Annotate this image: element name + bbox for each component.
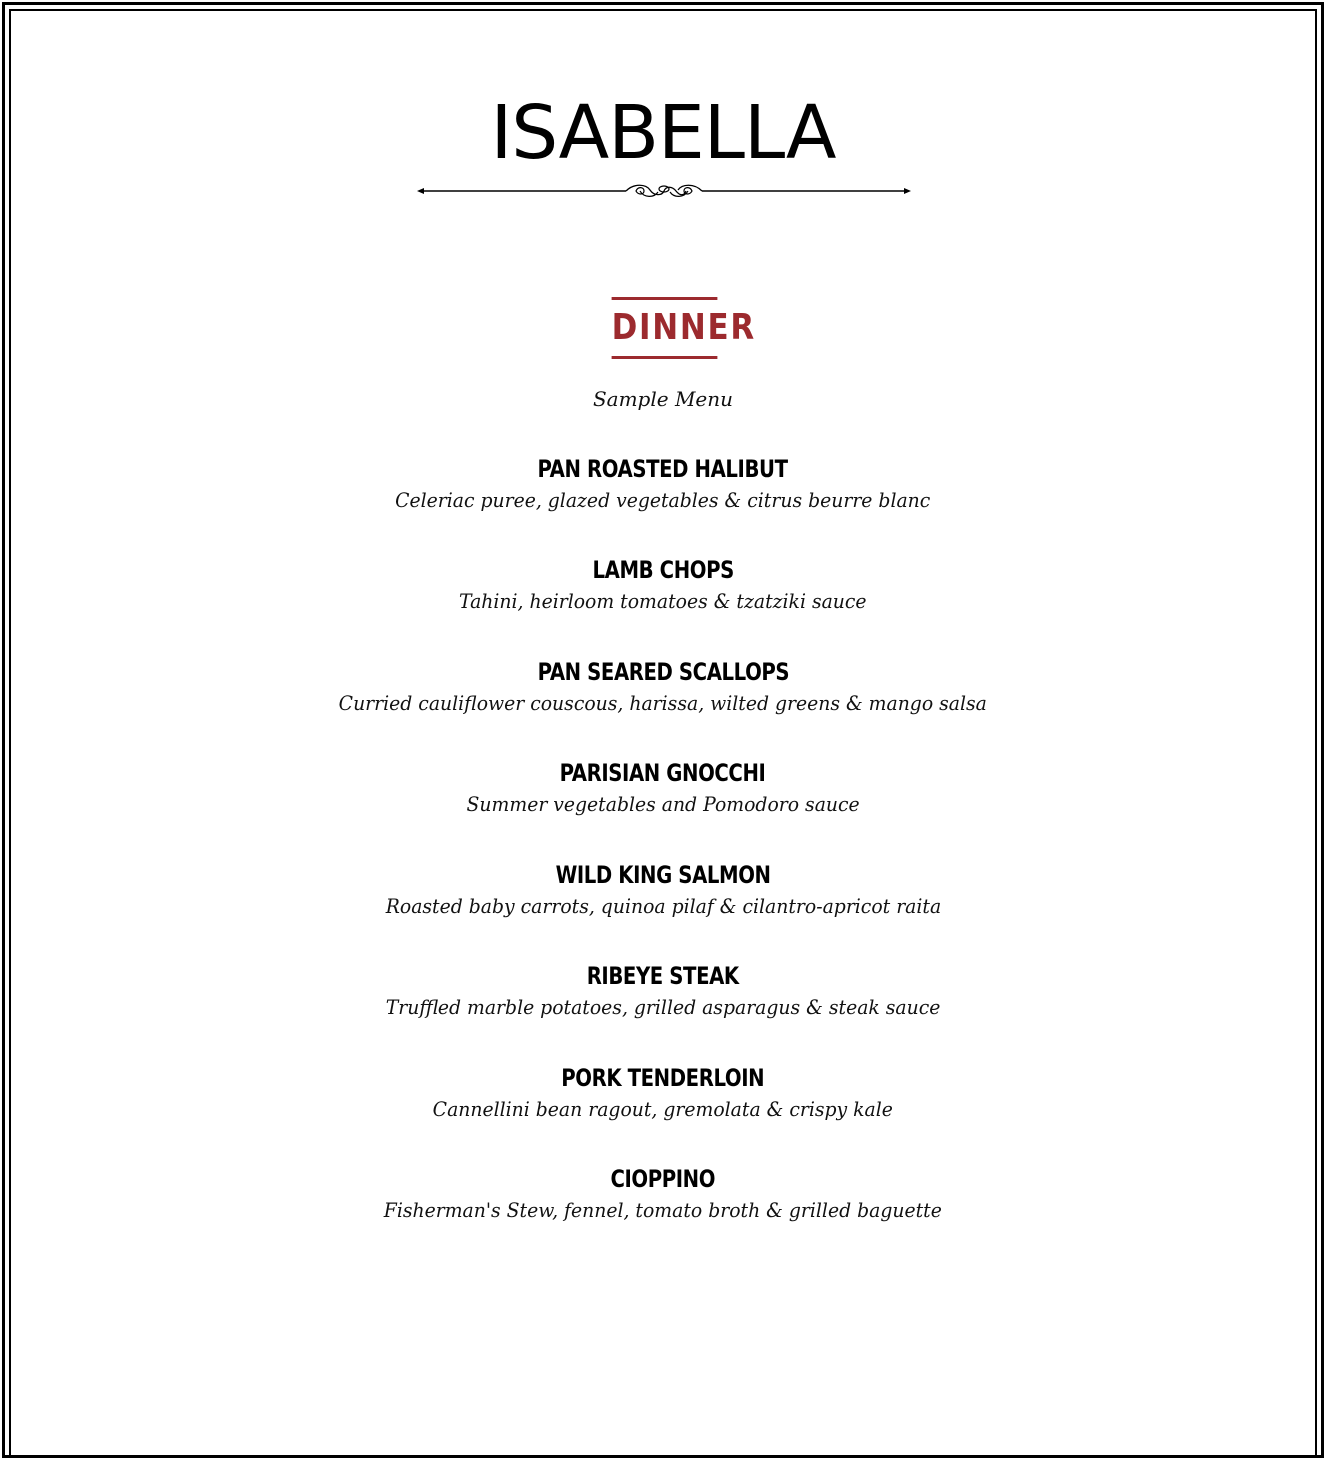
restaurant-name: ISABELLA xyxy=(490,90,836,176)
dish-description: Curried cauliflower couscous, harissa, wilted greens & mango salsa xyxy=(338,691,988,715)
section-title-dinner: DINNER xyxy=(612,297,718,359)
menu-item xyxy=(0,960,1326,1022)
dish-description: Tahini, heirloom tomatoes & tzatziki sauce xyxy=(459,589,867,613)
dish-name: RIBEYE STEAK xyxy=(586,962,740,990)
dish-name: LAMB CHOPS xyxy=(592,556,734,584)
dish-description: Roasted baby carrots, quinoa pilaf & cilantro-apricot raita xyxy=(385,894,941,918)
dish-name: PORK TENDERLOIN xyxy=(561,1064,765,1092)
menu-item xyxy=(0,554,1326,616)
menu-item xyxy=(0,859,1326,921)
menu-subtitle: Sample Menu xyxy=(592,387,734,411)
menu-item xyxy=(0,1062,1326,1124)
dish-name: PAN SEARED SCALLOPS xyxy=(537,658,789,686)
dish-description: Fisherman's Stew, fennel, tomato broth & grilled baguette xyxy=(383,1198,943,1222)
dish-description: Summer vegetables and Pomodoro sauce xyxy=(466,792,860,816)
dish-name: CIOPPINO xyxy=(610,1165,716,1193)
dish-name: PARISIAN GNOCCHI xyxy=(560,759,766,787)
menu-item xyxy=(0,453,1326,515)
dish-name: WILD KING SALMON xyxy=(555,861,771,889)
menu-item xyxy=(0,656,1326,718)
dish-description: Truffled marble potatoes, grilled asparagus & steak sauce xyxy=(385,995,941,1019)
menu-item xyxy=(0,1163,1326,1225)
dish-description: Cannellini bean ragout, gremolata & crispy kale xyxy=(432,1097,894,1121)
menu-item xyxy=(0,757,1326,819)
inner-frame xyxy=(9,9,1317,1458)
dish-description: Celeriac puree, glazed vegetables & citrus beurre blanc xyxy=(395,488,931,512)
flourish-divider-icon xyxy=(414,178,914,204)
dish-name: PAN ROASTED HALIBUT xyxy=(537,455,789,483)
